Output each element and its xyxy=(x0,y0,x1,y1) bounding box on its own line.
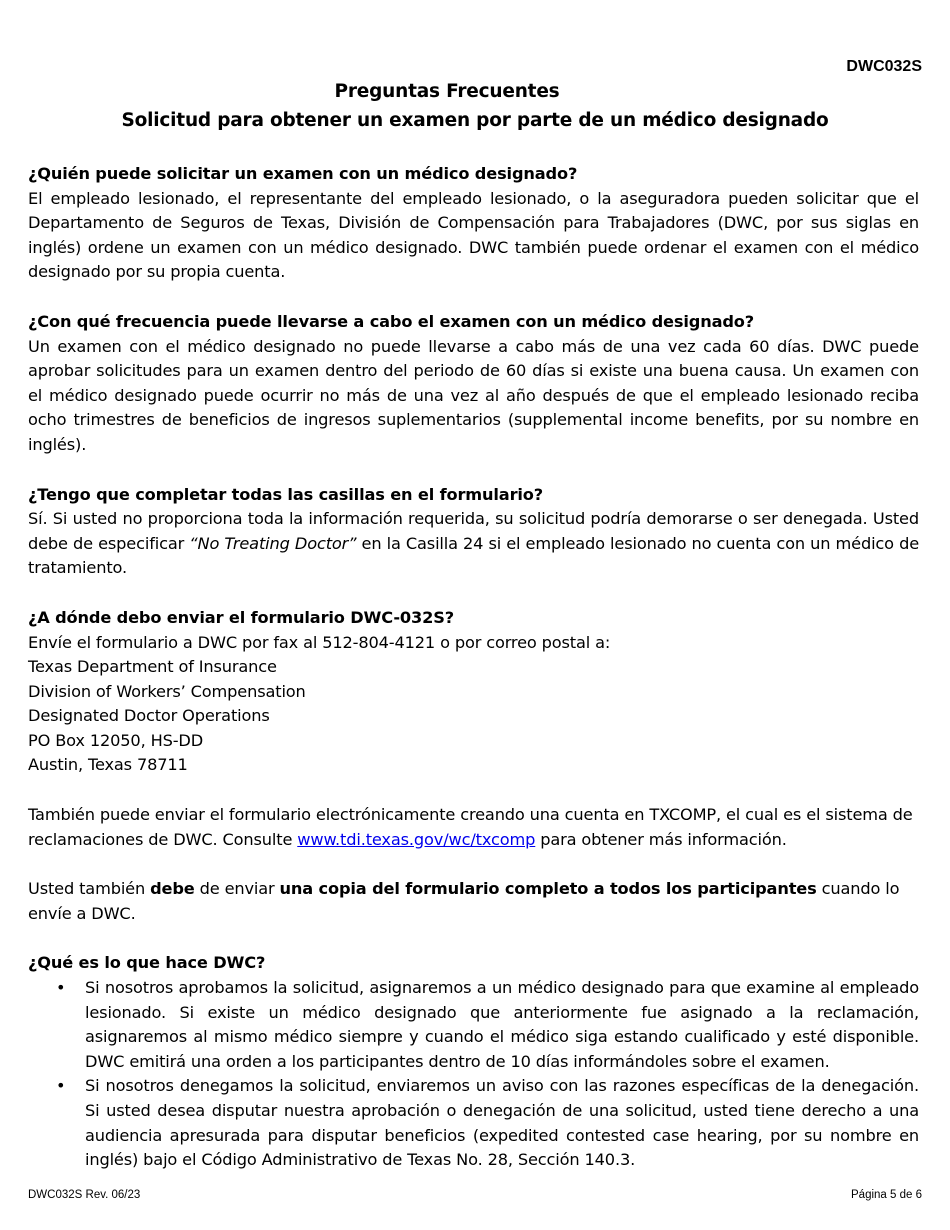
faq-section-who xyxy=(28,162,919,285)
faq-question: ¿Con qué frecuencia puede llevarse a cabo el examen con un médico designado? xyxy=(28,311,754,331)
bullet-icon: • xyxy=(56,978,66,998)
answer-text: Sí. Si usted no proporciona toda la información requerida, su solicitud podría demorarse o ser denegada. Usted debe de especificar xyxy=(28,509,919,553)
faq-question: ¿Qué es lo que hace DWC? xyxy=(28,953,266,973)
faq-section-frequency xyxy=(28,310,919,458)
answer-italic-text: “No Treating Doctor” xyxy=(189,533,357,553)
faq-answer: El empleado lesionado, el representante del empleado lesionado, o la aseguradora pueden solicitar que el Departamento de Seguros de Texas, División de Compensación para Trabajadores (DWC, por sus siglas en inglés) ordene un examen con un médico designado. DWC también puede ordenar el examen con el médico designado por su propia cuenta. xyxy=(28,188,919,282)
bullet-icon: • xyxy=(56,1076,66,1096)
answer-text: para obtener más información. xyxy=(535,829,787,849)
bullet-list xyxy=(28,976,919,1173)
txcomp-link[interactable]: www.tdi.texas.gov/wc/txcomp xyxy=(297,829,536,849)
faq-question: ¿Tengo que completar todas las casillas en el formulario? xyxy=(28,484,544,504)
address-line: Division of Workers’ Compensation xyxy=(28,681,306,701)
copy-notice xyxy=(28,877,919,926)
footer-page-number: Página 5 de 6 xyxy=(851,1189,922,1201)
document-body xyxy=(28,162,919,1198)
answer-text: cuando lo envíe a DWC. xyxy=(28,879,900,923)
faq-section-boxes xyxy=(28,483,919,581)
answer-text: También puede enviar el formulario electrónicamente creando una cuenta en TXCOMP, el cual es el sistema de reclamaciones de DWC. Consulte xyxy=(28,805,913,849)
electronic-text xyxy=(28,803,919,852)
address-line: PO Box 12050, HS-DD xyxy=(28,730,204,750)
faq-question: ¿A dónde debo enviar el formulario DWC-032S? xyxy=(28,607,455,627)
electronic-submission xyxy=(28,803,919,852)
faq-question: ¿Quién puede solicitar un examen con un médico designado? xyxy=(28,164,578,183)
bold-text: debe xyxy=(150,879,195,899)
address-line: Designated Doctor Operations xyxy=(28,706,270,726)
list-item xyxy=(28,1074,919,1172)
address-line: Texas Department of Insurance xyxy=(28,657,277,677)
answer-text: Usted también xyxy=(28,879,151,899)
list-item-text: Si nosotros denegamos la solicitud, enviaremos un aviso con las razones específicas de la denegación. Si usted desea disputar nuestra aprobación o denegación de una solicitud, usted tiene derecho a una audiencia apresurada para disputar beneficios (expedited contested case hearing, por su nombre en inglés) bajo el Código Administrativo de Texas No. 28, Sección 140.3. xyxy=(85,1076,919,1170)
form-id: DWC032S xyxy=(846,58,922,75)
address-line: Austin, Texas 78711 xyxy=(28,755,188,775)
page-title: Preguntas Frecuentes xyxy=(334,81,560,102)
faq-section-where xyxy=(28,606,919,778)
bold-text: una copia del formulario completo a todos los participantes xyxy=(279,879,817,899)
faq-answer-intro: Envíe el formulario a DWC por fax al 512-804-4121 o por correo postal a: xyxy=(28,632,611,652)
list-item-text: Si nosotros aprobamos la solicitud, asignaremos a un médico designado para que examine al empleado lesionado. Si existe un médico designado que anteriormente fue asignado a la reclamación, asignaremos al mismo médico siempre y cuando el médico siga estando cualificado y esté disponible. DWC emitirá una orden a los participantes dentro de 10 días informándoles sobre el examen. xyxy=(85,978,919,1071)
faq-answer xyxy=(28,507,919,581)
footer-revision: DWC032S Rev. 06/23 xyxy=(28,1189,141,1201)
list-item xyxy=(28,976,919,1074)
answer-text: en la Casilla 24 si el empleado lesionado no cuenta con un médico de tratamiento. xyxy=(28,533,919,578)
faq-section-what xyxy=(28,951,919,1172)
page-subtitle: Solicitud para obtener un examen por parte de un médico designado xyxy=(121,110,829,131)
answer-text: de enviar xyxy=(194,879,280,899)
copy-text xyxy=(28,877,919,926)
faq-answer: Un examen con el médico designado no puede llevarse a cabo más de una vez cada 60 días. DWC puede aprobar solicitudes para un examen dentro del periodo de 60 días si existe una buena causa. Un examen con el médico designado puede ocurrir no más de una vez al año después de que el empleado lesionado reciba ocho trimestres de beneficios de ingresos suplementarios (supplemental income benefits, por su nombre en inglés). xyxy=(28,336,919,454)
